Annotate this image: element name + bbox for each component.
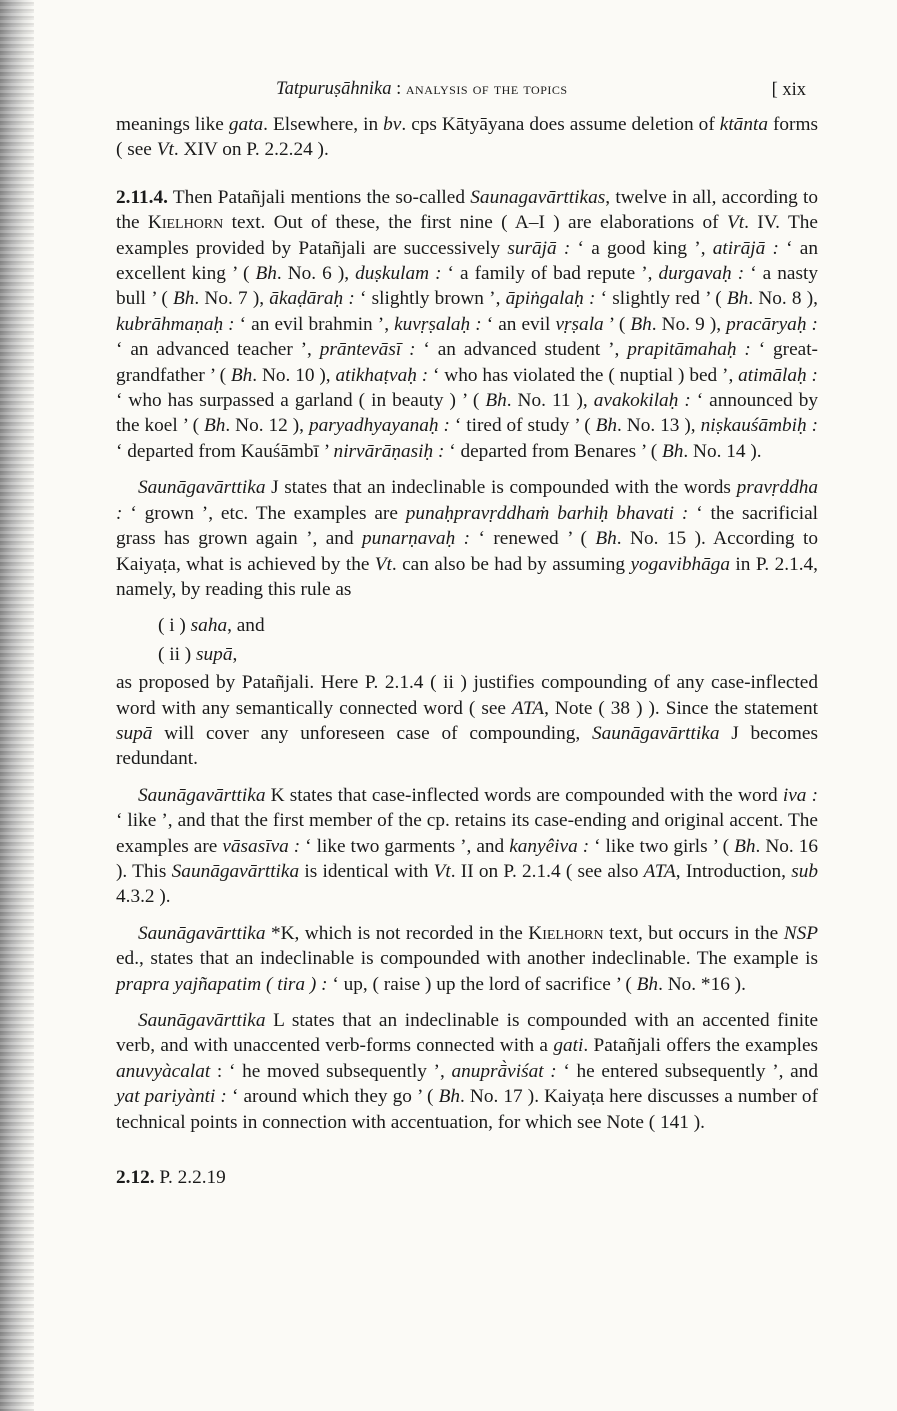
paragraph-vartika-k-star: Saunāgavārttika *K, which is not recorded in the Kielhorn text, but occurs in the NSP ed., states that an indeclinable is compounded with another indeclinable. The example is prapra yajñapatim ( tira ) : ‘ up, ( raise ) up the lord of sacrifice ’ ( Bh. No. *16 ). xyxy=(116,922,818,995)
running-title-sep: : xyxy=(391,79,406,99)
page xyxy=(116,70,818,1190)
paragraph-vartika-j-continued: as proposed by Patañjali. Here P. 2.1.4 ( ii ) justifies compounding of any case-inflected word with any semantically connected word ( see ATA, Note ( 38 ) ). Since the statement supā will cover any unforeseen case of compounding, Saunāgavārttika J becomes redundant. xyxy=(116,672,818,770)
running-title-caps: analysis of the topics xyxy=(405,79,568,98)
list-item: ( ii ) supā, xyxy=(158,643,238,665)
section-number: 2.11.4. xyxy=(116,186,168,208)
paragraph-vartika-k: Saunāgavārttika K states that case-inflected words are compounded with the word iva : ‘ like ’, and that the first member of the cp. retains its case-ending and original accent. The examples are vāsasīva : ‘ like two garments ’, and kanyêiva : ‘ like two girls ’ ( Bh. No. 16 ). This Saunāgavārttika is identical with Vt. II on P. 2.1.4 ( see also ATA, Introduction, sub 4.3.2 ). xyxy=(116,784,819,908)
running-header xyxy=(116,70,818,100)
section-number: 2.12. xyxy=(116,1167,155,1189)
section-2-11-4: 2.11.4. Then Patañjali mentions the so-called Saunagavārttikas, twelve in all, according to the Kielhorn text. Out of these, the first nine ( A–I ) are elaborations of Vt. IV. The examples provided by Patañjali are successively surājā : ‘ a good king ’, atirājā : ‘ an excellent king ’ ( Bh. No. 6 ), duṣkulam : ‘ a family of bad repute ’, durgavaḥ : ‘ a nasty bull ’ ( Bh. No. 7 ), ākaḍāraḥ : ‘ slightly brown ’, āpiṅgalaḥ : ‘ slightly red ’ ( Bh. No. 8 ), kubrāhmaṇaḥ : ‘ an evil brahmin ’, kuvṛṣalaḥ : ‘ an evil vṛṣala ’ ( Bh. No. 9 ), pracāryaḥ : ‘ an advanced teacher ’, prāntevāsī : ‘ an advanced student ’, prapitāmahaḥ : ‘ great-grandfather ’ ( Bh. No. 10 ), atikhaṭvaḥ : ‘ who has violated the ( nuptial ) bed ’, atimālaḥ : ‘ who has surpassed a garland ( in beauty ) ’ ( Bh. No. 11 ), avakokilaḥ : ‘ announced by the koel ’ ( Bh. No. 12 ), paryadhyayanaḥ : ‘ tired of study ’ ( Bh. No. 13 ), niṣkauśāmbiḥ : ‘ departed from Kauśāmbī ’ nirvārāṇasiḥ : ‘ departed from Benares ’ ( Bh. No. 14 ). xyxy=(116,186,819,462)
running-title-italic: Tatpuruṣāhnika xyxy=(276,79,392,99)
list-item: ( i ) saha, and xyxy=(158,615,265,637)
paragraph-continuation: meanings like gata. Elsewhere, in bv. cps Kātyāyana does assume deletion of ktānta forms ( see Vt. XIV on P. 2.2.24 ). xyxy=(116,114,818,161)
section-title: P. 2.2.19 xyxy=(154,1167,226,1189)
running-title xyxy=(276,76,568,102)
scan-edge xyxy=(0,0,34,1411)
paragraph-vartika-l: Saunāgavārttika L states that an indeclinable is compounded with an accented finite verb, and with unaccented verb-forms connected with a gati. Patañjali offers the examples anuvyàcalat : ‘ he moved subsequently ’, anuprā̀viśat : ‘ he entered subsequently ’, and yat pariyànti : ‘ around which they go ’ ( Bh. No. 17 ). Kaiyaṭa here discusses a number of technical points in connection with accentuation, for which see Note ( 141 ). xyxy=(116,1010,818,1133)
paragraph-vartika-j: Saunāgavārttika J states that an indeclinable is compounded with the words pravṛddha : ‘ grown ’, etc. The examples are punaḥpravṛddhaṁ barhiḥ bhavati : ‘ the sacrificial grass has grown again ’, and punarṇavaḥ : ‘ renewed ’ ( Bh. No. 15 ). According to Kaiyaṭa, what is achieved by the Vt. can also be had by assuming yogavibhāga in P. 2.1.4, namely, by reading this rule as xyxy=(116,477,819,600)
page-number: [ xix xyxy=(771,80,806,100)
section-2-12 xyxy=(116,1165,818,1190)
